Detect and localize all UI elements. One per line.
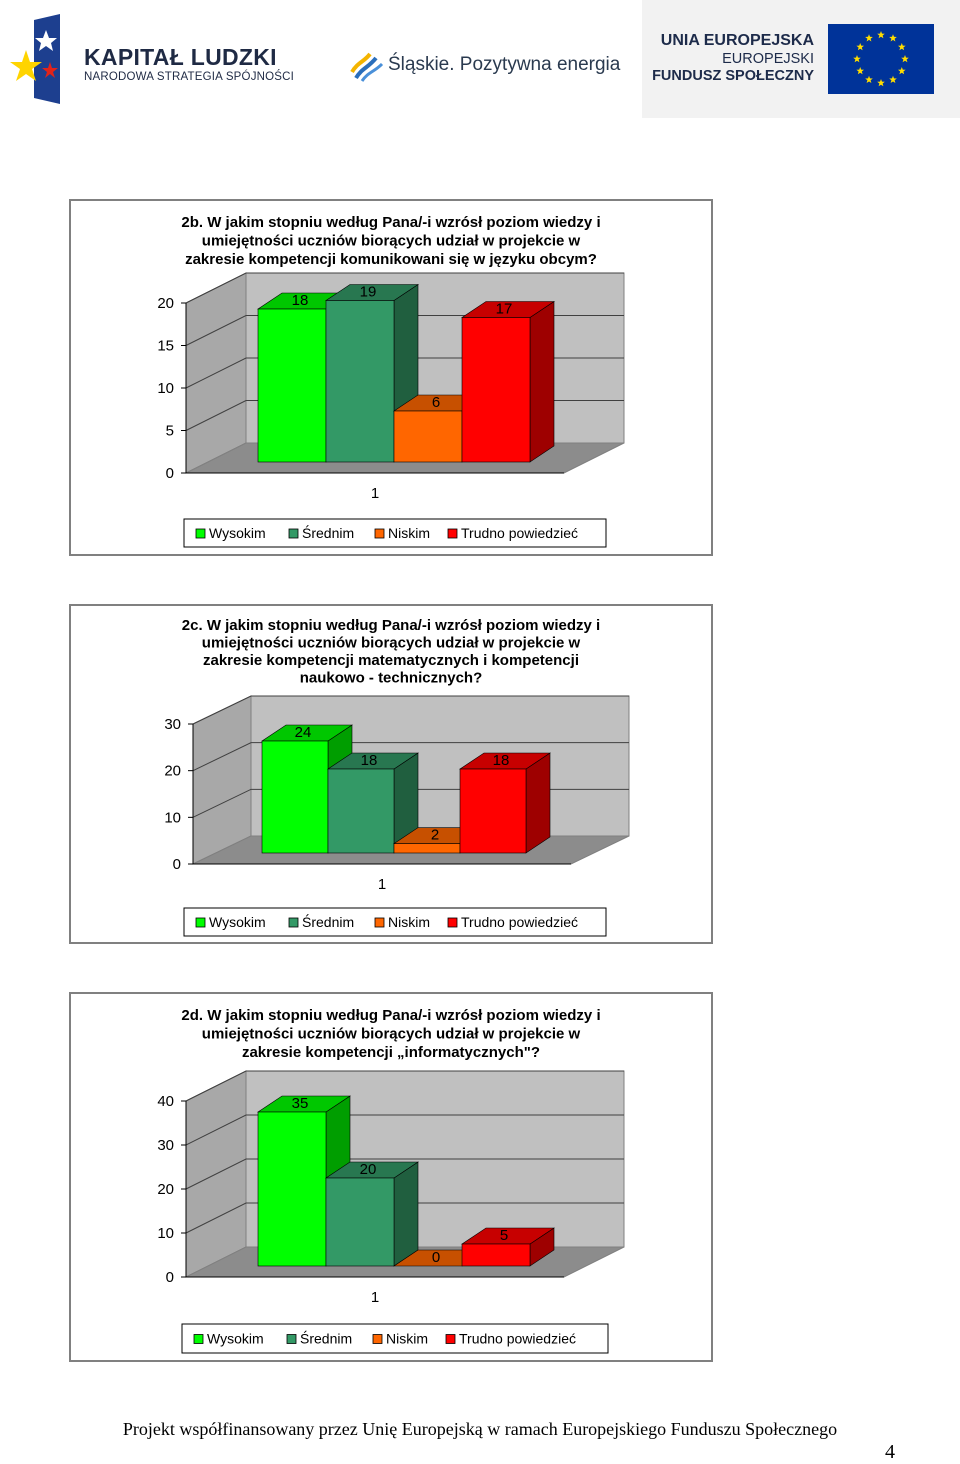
legend-swatch — [194, 1335, 203, 1344]
y-tick-label: 10 — [157, 380, 174, 397]
eu-star-icon — [853, 55, 861, 62]
legend-label: Trudno powiedzieć — [461, 525, 578, 541]
legend-swatch — [375, 918, 384, 927]
eu-star-icon — [856, 67, 864, 74]
bar-front — [258, 1112, 326, 1266]
data-label: 35 — [291, 1095, 309, 1112]
bar-front — [462, 318, 530, 463]
data-label: 17 — [495, 300, 513, 318]
bar-front — [326, 1178, 394, 1266]
chart-2c-panel — [69, 604, 713, 944]
y-tick-label: 0 — [172, 856, 181, 873]
eu-star-icon — [889, 76, 897, 83]
chart-title-line: zakresie kompetencji komunikowani się w języku obcym? — [185, 251, 597, 268]
data-label: 5 — [499, 1227, 509, 1244]
data-label: 20 — [359, 1161, 377, 1178]
legend-swatch — [289, 529, 298, 538]
bar-front — [394, 844, 460, 853]
y-tick-label: 30 — [157, 1137, 174, 1154]
data-label: 19 — [359, 283, 377, 301]
bar-front — [258, 309, 326, 462]
chart-title-line: umiejętności uczniów biorących udział w projekcie w — [201, 1025, 581, 1043]
chart-2d — [71, 994, 711, 1360]
bar-side — [530, 302, 554, 463]
eu-star-icon — [865, 76, 873, 83]
legend-label: Wysokim — [209, 525, 266, 541]
chart-title-line: umiejętności uczniów biorących udział w projekcie w — [201, 634, 581, 652]
data-label: 2 — [430, 826, 440, 844]
legend-swatch — [375, 529, 384, 538]
bar-front — [462, 1244, 530, 1266]
legend-label: Średnim — [302, 525, 355, 541]
chart-title-line: naukowo - technicznych? — [299, 669, 483, 687]
legend-swatch — [446, 1335, 455, 1344]
y-tick-label: 30 — [164, 716, 181, 733]
chart-title-line: zakresie kompetencji „informatycznych"? — [241, 1044, 541, 1061]
header-logo-bar — [0, 0, 960, 118]
bar-trudno-powiedzie — [462, 302, 554, 463]
y-tick-label: 10 — [164, 809, 181, 827]
bar-front — [326, 301, 394, 463]
legend-label: Średnim — [302, 914, 355, 930]
legend-swatch — [289, 918, 298, 927]
x-category-label: 1 — [370, 485, 380, 502]
eu-star-icon — [877, 79, 885, 86]
legend-label: Trudno powiedzieć — [461, 914, 578, 930]
legend-swatch — [373, 1335, 382, 1344]
y-tick-label: 20 — [157, 295, 174, 312]
bar-side — [526, 753, 550, 853]
kapital-ludzki-star-logo — [6, 12, 86, 108]
legend-label: Niskim — [386, 1330, 428, 1347]
legend-swatch — [196, 529, 205, 538]
kapital-ludzki-title: KAPITAŁ LUDZKI — [84, 44, 277, 70]
chart-2c — [71, 606, 711, 942]
kapital-ludzki-logo — [6, 12, 296, 108]
legend-swatch — [448, 529, 457, 538]
slaskie-wave-logo — [350, 50, 386, 82]
legend-label: Trudno powiedzieć — [459, 1330, 576, 1347]
chart-2b — [71, 201, 711, 554]
legend-label: Niskim — [388, 525, 430, 541]
y-tick-label: 20 — [164, 762, 181, 780]
eu-star-icon — [898, 67, 906, 74]
x-category-label: 1 — [377, 876, 387, 893]
y-tick-label: 0 — [165, 465, 174, 482]
y-tick-label: 40 — [157, 1093, 174, 1110]
x-category-label: 1 — [370, 1289, 380, 1306]
chart-title-line: zakresie kompetencji matematycznych i kompetencji — [203, 652, 579, 669]
eu-star-icon — [856, 43, 864, 50]
y-tick-label: 0 — [165, 1269, 174, 1286]
eu-line3: FUNDUSZ SPOŁECZNY — [652, 68, 814, 84]
eu-star-icon — [865, 34, 873, 41]
legend-label: Wysokim — [207, 1330, 264, 1347]
eu-star-icon — [877, 31, 885, 38]
legend-swatch — [448, 918, 457, 927]
legend-label: Niskim — [388, 914, 430, 930]
bar-front — [328, 769, 394, 853]
bar-side — [394, 1162, 418, 1266]
chart-title-line: 2c. W jakim stopniu według Pana/-i wzrósł poziom wiedzy i — [181, 617, 601, 634]
chart-2b-panel — [69, 199, 713, 556]
data-label: 0 — [431, 1249, 441, 1266]
eu-star-icon — [898, 43, 906, 50]
bar-front — [262, 741, 328, 853]
eu-line1: UNIA EUROPEJSKA — [660, 32, 814, 49]
data-label: 24 — [294, 724, 312, 741]
data-label: 18 — [360, 752, 378, 769]
footer-text: Projekt współfinansowany przez Unię Europejską w ramach Europejskiego Funduszu Społecznego — [122, 1419, 838, 1439]
eu-line2: EUROPEJSKI — [722, 51, 814, 67]
bar-front — [394, 411, 462, 462]
eu-flag-icon — [828, 24, 934, 94]
legend-swatch — [287, 1335, 296, 1344]
y-tick-label: 15 — [157, 337, 174, 355]
chart-side-wall — [193, 696, 251, 864]
y-tick-label: 20 — [157, 1181, 174, 1198]
data-label: 18 — [492, 752, 510, 769]
eu-flag — [828, 24, 934, 94]
chart-title-line: umiejętności uczniów biorących udział w projekcie w — [201, 232, 581, 250]
legend-label: Wysokim — [209, 914, 266, 930]
data-label: 18 — [291, 292, 309, 309]
chart-title-line: 2b. W jakim stopniu według Pana/-i wzrósł poziom wiedzy i — [181, 214, 601, 231]
legend-label: Średnim — [300, 1330, 353, 1347]
y-tick-label: 5 — [165, 422, 174, 440]
y-tick-label: 10 — [157, 1225, 174, 1242]
legend-swatch — [196, 918, 205, 927]
kapital-ludzki-subtitle: NARODOWA STRATEGIA SPÓJNOŚCI — [84, 71, 295, 83]
page-number: 4 — [885, 1441, 895, 1463]
bar-front — [460, 769, 526, 853]
data-label: 6 — [431, 394, 441, 411]
eu-star-icon — [901, 55, 909, 62]
chart-title-line: 2d. W jakim stopniu według Pana/-i wzrósł poziom wiedzy i — [181, 1007, 601, 1024]
chart-2d-panel — [69, 992, 713, 1362]
eu-star-icon — [889, 34, 897, 41]
slaskie-text: Śląskie. Pozytywna energia — [388, 54, 621, 75]
